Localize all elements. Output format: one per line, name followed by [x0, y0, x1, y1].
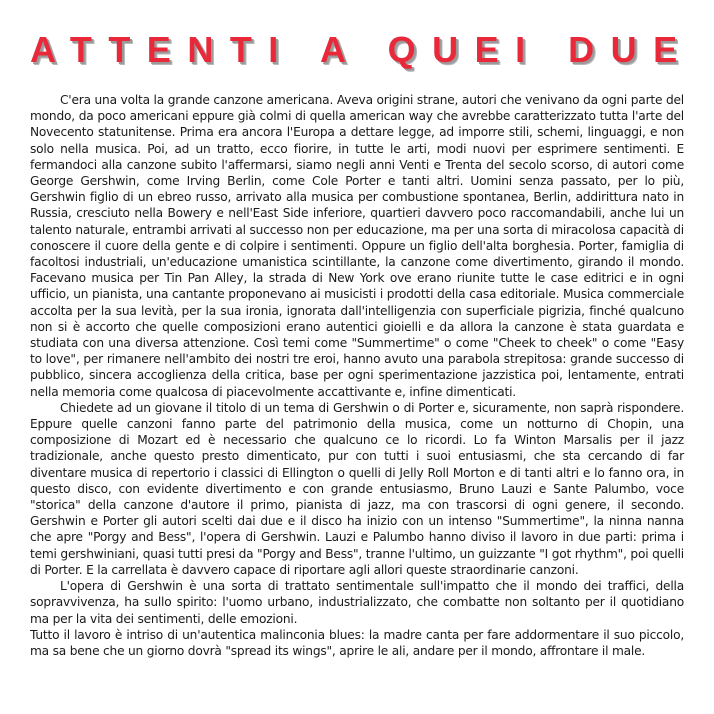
paragraph-2: Chiedete ad un giovane il titolo di un tema di Gershwin o di Porter e, sicuramente, non saprà rispondere. Eppure quelle canzoni fanno parte del patrimonio della musica, come un notturno di Chopin, una composizione di Mozart ed è necessario che qualcuno ce lo ricordi. Lo fa Winton Marsalis per il jazz tradizionale, anche questo presto dimenticato, pur con tutti i suoi entusiasmi, che sta cercando di far diventare musica di repertorio i classici di Ellington o quelli di Jelly Roll Morton e di tanti altri e lo fanno ora, in questo disco, con evidente divertimento e con grande entusiasmo, Bruno Lauzi e Sante Palumbo, voce "storica" della canzone d'autore il primo, pianista di jazz, ma con trascorsi di ogni genere, il secondo. Gershwin e Porter gli autori scelti dai due e il disco ha inizio con un intenso "Summertime", la ninna nanna che apre "Porgy and Bess", l'opera di Gershwin. Lauzi e Palumbo hanno diviso il lavoro in due parti: prima i temi gershwiniani, quasi tutti presi da "Porgy and Bess", tranne l'ultimo, un guizzante "I got rhythm", poi quelli di Porter. E la carrellata è davvero capace di riportare agli allori queste straordinarie canzoni. [30, 400, 684, 577]
paragraph-1: C'era una volta la grande canzone americana. Aveva origini strane, autori che venivano da ogni parte del mondo, da poco americani eppure già colmi di quella american way che avrebbe caratterizzato tutta l'arte del Novecento statunitense. Prima era ancora l'Europa a dettare legge, ad imporre stili, schemi, linguaggi, e non solo nella musica. Poi, ad un tratto, ecco fiorire, in tutte le arti, modi nuovi per esprimere sentimenti. E fermandoci alla canzone subito l'affermarsi, siamo negli anni Venti e Trenta del secolo scorso, di autori come George Gershwin, come Irving Berlin, come Cole Porter e tanti altri. Uomini senza passato, per lo più, Gershwin figlio di un ebreo russo, arrivato alla musica per combustione spontanea, Berlin, addirittura nato in Russia, cresciuto nella Bowery e nell'East Side inferiore, quartieri davvero poco raccomandabili, anche lui un talento naturale, entrambi arrivati al successo non per educazione, ma per una sorta di miracolosa capacità di conoscere il cuore della gente e di colpire i sentimenti. Oppure un figlio dell'alta borghesia. Porter, famiglia di facoltosi industriali, un'educazione umanistica scintillante, la canzone come divertimento, girando il mondo. Facevano musica per Tin Pan Alley, la strada di New York ove erano riunite tutte le case editrici e in ogni ufficio, un pianista, una cantante proponevano ai musicisti i prodotti della casa editoriale. Musica commerciale accolta per la sua levità, per la sua ironia, ignorata dall'intelligenzia con superficiale pigrizia, finché qualcuno non si è accorto che quelle composizioni erano autentici gioielli e da allora la canzone è stata guardata e studiata con una diversa attenzione. Così temi come "Summertime" o come "Cheek to cheek" o come "Easy to love", per rimanere nell'ambito dei nostri tre eroi, hanno avuto una parabola strepitosa: grande successo di pubblico, sincera accoglienza della critica, base per ogni sperimentazione jazzistica poi, lentamente, entrati nella memoria come qualcosa di piacevolmente accattivante e, infine dimenticati. [30, 93, 684, 399]
paragraph-3: L'opera di Gershwin è una sorta di trattato sentimentale sull'impatto che il mondo dei traffici, della sopravvivenza, ha sullo spirito: l'uomo urbano, industrializzato, che combatte non soltanto per il quotidiano ma per la vita dei sentimenti, delle emozioni. [30, 579, 684, 626]
page-title: ATTENTI A QUEI DUE [30, 29, 694, 70]
article-body [30, 92, 684, 659]
paragraph-4: Tutto il lavoro è intriso di un'autentica malinconia blues: la madre canta per fare addormentare il suo piccolo, ma sa bene che un giorno dovrà "spread its wings", aprire le ali, andare per il mondo, affrontare il male. [30, 627, 684, 658]
